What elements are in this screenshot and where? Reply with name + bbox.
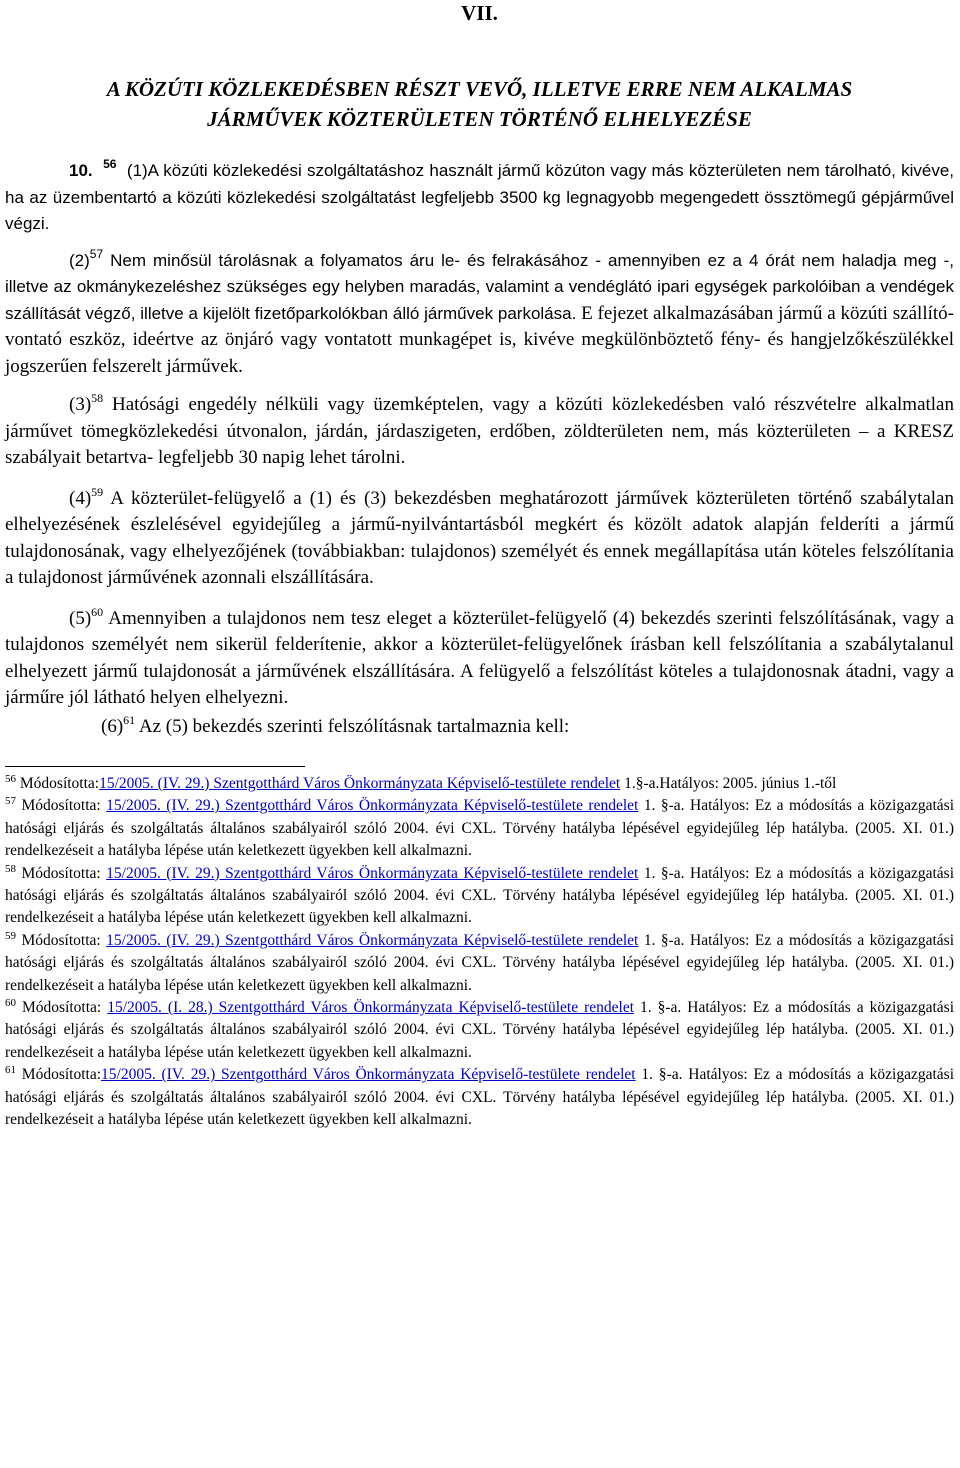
footnote-ref-56[interactable]: 56 bbox=[103, 157, 117, 171]
footnote-58 bbox=[5, 863, 954, 930]
footnote-ref-61[interactable]: 61 bbox=[123, 712, 136, 727]
footnote-ref-60[interactable]: 60 bbox=[91, 604, 104, 619]
footnotes bbox=[5, 773, 954, 1132]
footnote-suffix: 1.§-a.Hatályos: 2005. június 1.-től bbox=[624, 775, 837, 792]
footnote-prefix: Módosította: bbox=[21, 797, 107, 815]
footnote-suffix: 1. §-a. Hatályos: Ez a módosítás a közigazgatási hatósági eljárás és szolgáltatás általános szabályairól szóló 2004. évi CXL. Törvény hatályba lépésével egyidejűleg lép hatályba. (2005. XI. 01.) rendelkezéseit a hatályba lépése után keletkezett ügyekben kell alkalmazni. bbox=[5, 797, 955, 860]
section-number: 10. bbox=[69, 161, 93, 180]
paragraph-2-text-b: E fejezet alkalmazásában jármű a közúti szállító-vontató eszköz, ideértve az önjáró vagy vontatott munkagépet is, kivéve megkülönböztető fény- és hangjelzőkészülékkel jogszerűen felszerelt járművek. bbox=[5, 302, 954, 377]
footnote-57 bbox=[5, 795, 954, 862]
footnote-prefix: Módosította: bbox=[21, 931, 107, 949]
section-10-text: (1)A közúti közlekedési szolgáltatáshoz használt jármű közúton vagy más közterületen nem tárolható, kivéve, ha az üzembentartó a közúti közlekedési szolgáltatást legfeljebb 3500 kg legnagyobb megengedett össztömegű gépjárművel végzi. bbox=[5, 161, 955, 233]
footnote-56 bbox=[5, 773, 954, 795]
paragraph-3 bbox=[5, 392, 954, 472]
footnote-link[interactable]: 15/2005. (IV. 29.) Szentgotthárd Város Önkormányzata Képviselő-testülete rendelet bbox=[106, 797, 639, 815]
paragraph-3-text: Hatósági engedély nélküli vagy üzemképtelen, vagy a közúti közlekedésben való részvételre alkalmatlan járművet tömegközlekedési útvonalon, járdán, járdaszigeten, erdőben, zöldterületen nem, más közterületen – a KRESZ szabályait betartva- legfeljebb 30 napig lehet tárolni. bbox=[5, 394, 954, 468]
paragraph-5-text: Amennyiben a tulajdonos nem tesz eleget a közterület-felügyelő (4) bekezdés szerinti felszólításának, vagy a tulajdonos személyét nem sikerül felderítenie, akkor a közterület-felügyelőnek írásban kell felszólítania a szabálytalanul elhelyezett jármű tulajdonosát a járművének elszállítására. A felügyelő a felszólítást köteles a tulajdonosnak átadni, vagy a járműre jól látható helyen elhelyezni. bbox=[5, 607, 955, 708]
chapter-title-line-2: JÁRMŰVEK KÖZTERÜLETEN TÖRTÉNŐ ELHELYEZÉSE bbox=[207, 107, 752, 131]
footnote-60 bbox=[5, 997, 954, 1064]
footnote-59 bbox=[5, 930, 954, 997]
chapter-heading: VII. bbox=[461, 1, 498, 25]
footnote-number: 57 bbox=[5, 795, 16, 808]
footnote-61 bbox=[5, 1064, 954, 1131]
footnote-number: 60 bbox=[5, 997, 16, 1010]
footnote-number: 56 bbox=[5, 773, 16, 785]
paragraph-2-text-a: Nem minősül tárolásnak a folyamatos áru le- és felrakásához - amennyiben ez a 4 órát nem haladja meg -, illetve az okmánykezeléshez szükséges egy helyben maradás, valamint a vendéglátó ipari egységek parkolóiban a vendégek szállítását végző, illetve a kijelölt fizetőparkolókban álló járművek parkolása. bbox=[5, 250, 954, 323]
footnote-link[interactable]: 15/2005. (I. 28.) Szentgotthárd Város Önkormányzata Képviselő-testülete rendelet bbox=[107, 999, 635, 1017]
footnote-link[interactable]: 15/2005. (IV. 29.) Szentgotthárd Város Önkormányzata Képviselő-testülete rendelet bbox=[101, 1066, 636, 1084]
footnote-ref-59[interactable]: 59 bbox=[91, 484, 104, 499]
paragraph-6-text: Az (5) bekezdés szerinti felszólításnak tartalmaznia kell: bbox=[138, 715, 570, 737]
footnote-separator bbox=[5, 766, 305, 767]
footnote-ref-57[interactable]: 57 bbox=[89, 246, 104, 261]
footnote-prefix: Módosította: bbox=[21, 1066, 102, 1084]
footnote-link[interactable]: 15/2005. (IV. 29.) Szentgotthárd Város Önkormányzata Képviselő-testülete rendelet bbox=[106, 864, 639, 882]
footnote-suffix: 1. §-a. Hatályos: Ez a módosítás a közigazgatási hatósági eljárás és szolgáltatás általános szabályairól szóló 2004. évi CXL. Törvény hatályba lépésével egyidejűleg lép hatályba. (2005. XI. 01.) rendelkezéseit a hatályba lépése után keletkezett ügyekben kell alkalmazni. bbox=[5, 931, 955, 994]
footnote-number: 58 bbox=[5, 862, 16, 875]
paragraph-5-label: (5) bbox=[69, 607, 92, 629]
chapter-title bbox=[5, 74, 954, 134]
paragraph-6-label: (6) bbox=[101, 715, 124, 737]
paragraph-3-label: (3) bbox=[69, 394, 92, 415]
section-10-paragraph bbox=[5, 158, 954, 238]
paragraph-4-label: (4) bbox=[69, 487, 92, 509]
paragraph-2-label: (2) bbox=[69, 250, 90, 270]
footnote-suffix: 1. §-a. Hatályos: Ez a módosítás a közigazgatási hatósági eljárás és szolgáltatás általános szabályairól szóló 2004. évi CXL. Törvény hatályba lépésével egyidejűleg lép hatályba. (2005. XI. 01.) rendelkezéseit a hatályba lépése után keletkezett ügyekben kell alkalmazni. bbox=[5, 999, 955, 1061]
paragraph-6 bbox=[5, 714, 954, 741]
paragraph-4-text: A közterület-felügyelő a (1) és (3) bekezdésben meghatározott járművek közterületen történő szabálytalan elhelyezésének észlelésével egyidejűleg a jármű-nyilvántartásból megkért és közölt adatok alapján felderíti a jármű tulajdonosának, vagy elhelyezőjének (továbbiakban: tulajdonos) személyét és ennek megállapítása után köteles felszólítania a tulajdonost járművének azonnali elszállítására. bbox=[5, 487, 954, 588]
footnote-number: 61 bbox=[5, 1064, 16, 1077]
footnote-prefix: Módosította: bbox=[19, 775, 100, 792]
paragraph-5 bbox=[5, 606, 954, 712]
footnote-link[interactable]: 15/2005. (IV. 29.) Szentgotthárd Város Önkormányzata Képviselő-testülete rendelet bbox=[99, 775, 621, 792]
footnote-prefix: Módosította: bbox=[22, 999, 108, 1017]
footnote-link[interactable]: 15/2005. (IV. 29.) Szentgotthárd Város Önkormányzata Képviselő-testülete rendelet bbox=[106, 931, 639, 949]
footnote-suffix: 1. §-a. Hatályos: Ez a módosítás a közigazgatási hatósági eljárás és szolgáltatás általános szabályairól szóló 2004. évi CXL. Törvény hatályba lépésével egyidejűleg lép hatályba. (2005. XI. 01.) rendelkezéseit a hatályba lépése után keletkezett ügyekben kell alkalmazni. bbox=[5, 864, 955, 927]
footnote-ref-58[interactable]: 58 bbox=[91, 391, 104, 405]
footnote-prefix: Módosította: bbox=[21, 864, 107, 882]
paragraph-2 bbox=[5, 248, 954, 381]
chapter-title-line-1: A KÖZÚTI KÖZLEKEDÉSBEN RÉSZT VEVŐ, ILLETVE ERRE NEM ALKALMAS bbox=[106, 77, 853, 101]
paragraph-4 bbox=[5, 486, 954, 592]
footnote-number: 59 bbox=[5, 929, 16, 942]
footnote-suffix: 1. §-a. Hatályos: Ez a módosítás a közigazgatási hatósági eljárás és szolgáltatás általános szabályairól szóló 2004. évi CXL. Törvény hatályba lépésével egyidejűleg lép hatályba. (2005. XI. 01.) rendelkezéseit a hatályba lépése után keletkezett ügyekben kell alkalmazni. bbox=[5, 1066, 954, 1129]
